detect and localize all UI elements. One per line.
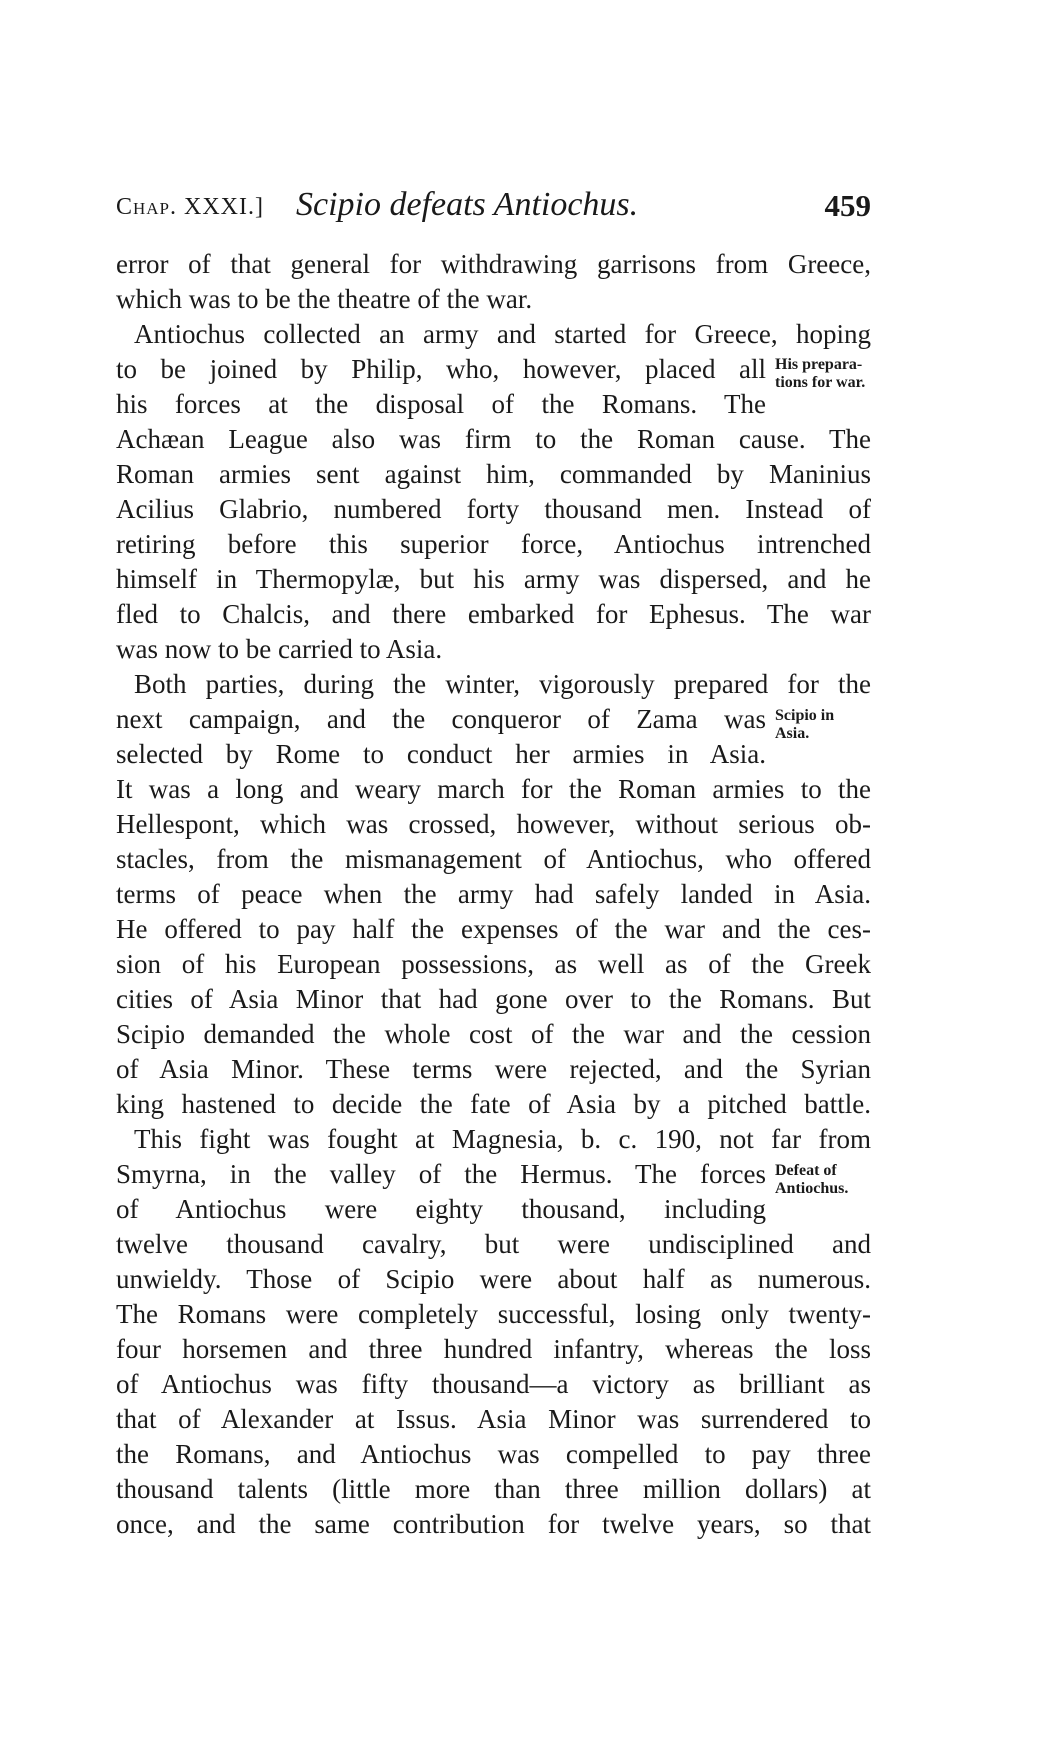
running-head xyxy=(116,186,871,226)
margin-note-scipio-in-asia xyxy=(775,707,834,743)
text-line: of Antiochus were eighty thousand, including xyxy=(116,1194,766,1224)
text-line: the Romans, and Antiochus was compelled to pay three xyxy=(116,1439,871,1469)
margin-note-line: Antiochus. xyxy=(775,1180,849,1197)
chapter-heading: Chap. XXXI.] xyxy=(116,194,264,220)
text-line: Roman armies sent against him, commanded by Maninius xyxy=(116,459,871,489)
text-line: The Romans were completely successful, losing only twenty- xyxy=(116,1299,871,1329)
text-line: himself in Thermopylæ, but his army was dispersed, and he xyxy=(116,564,871,594)
text-line: He offered to pay half the expenses of the war and the ces- xyxy=(116,914,871,944)
text-line: to be joined by Philip, who, however, placed all xyxy=(116,354,766,384)
text-line: retiring before this superior force, Antiochus intrenched xyxy=(116,529,871,559)
text-line: error of that general for withdrawing garrisons from Greece, xyxy=(116,249,871,279)
margin-note-line: Defeat of xyxy=(775,1162,837,1179)
paragraph-first-line: Antiochus collected an army and started for Greece, hoping xyxy=(134,319,871,349)
text-line: once, and the same contribution for twelve years, so that xyxy=(116,1509,871,1539)
text-line: of Antiochus was fifty thousand—a victory as brilliant as xyxy=(116,1369,871,1399)
margin-note-line: Scipio in xyxy=(775,707,835,724)
text-line: unwieldy. Those of Scipio were about half as numerous. xyxy=(116,1264,871,1294)
text-line: It was a long and weary march for the Roman armies to the xyxy=(116,774,871,804)
text-line: twelve thousand cavalry, but were undisciplined and xyxy=(116,1229,871,1259)
text-line: terms of peace when the army had safely landed in Asia. xyxy=(116,879,871,909)
text-line: four horsemen and three hundred infantry, whereas the loss xyxy=(116,1334,871,1364)
text-line: Hellespont, which was crossed, however, without serious ob- xyxy=(116,809,871,839)
text-line: was now to be carried to Asia. xyxy=(116,634,443,664)
margin-note-defeat xyxy=(775,1162,848,1198)
text-line: Scipio demanded the whole cost of the war and the cession xyxy=(116,1019,871,1049)
text-line: king hastened to decide the fate of Asia by a pitched battle. xyxy=(116,1089,871,1119)
text-line: Achæan League also was firm to the Roman cause. The xyxy=(116,424,871,454)
text-line: selected by Rome to conduct her armies in Asia. xyxy=(116,739,766,769)
text-line: sion of his European possessions, as well as of the Greek xyxy=(116,949,871,979)
margin-note-line: Asia. xyxy=(775,725,810,742)
text-line: fled to Chalcis, and there embarked for Ephesus. The war xyxy=(116,599,871,629)
page-number: 459 xyxy=(824,188,871,223)
margin-note-line: His prepara- xyxy=(775,356,863,373)
page-title: Scipio defeats Antiochus. xyxy=(296,186,639,223)
paragraph-first-line: This fight was fought at Magnesia, b. c. 190, not far from xyxy=(134,1124,871,1154)
margin-note-preparations xyxy=(775,356,865,392)
margin-note-line: tions for war. xyxy=(775,374,866,391)
body-text xyxy=(116,247,871,1542)
text-line: next campaign, and the conqueror of Zama was xyxy=(116,704,766,734)
text-line: that of Alexander at Issus. Asia Minor was surrendered to xyxy=(116,1404,871,1434)
text-line: stacles, from the mismanagement of Antiochus, who offered xyxy=(116,844,871,874)
text-line: cities of Asia Minor that had gone over to the Romans. But xyxy=(116,984,871,1014)
text-line: thousand talents (little more than three million dollars) at xyxy=(116,1474,871,1504)
text-line: which was to be the theatre of the war. xyxy=(116,284,533,314)
text-line: Smyrna, in the valley of the Hermus. The forces xyxy=(116,1159,766,1189)
text-line: of Asia Minor. These terms were rejected, and the Syrian xyxy=(116,1054,871,1084)
text-line: his forces at the disposal of the Romans. The xyxy=(116,389,766,419)
paragraph-first-line: Both parties, during the winter, vigorously prepared for the xyxy=(134,669,871,699)
text-line: Acilius Glabrio, numbered forty thousand men. Instead of xyxy=(116,494,871,524)
